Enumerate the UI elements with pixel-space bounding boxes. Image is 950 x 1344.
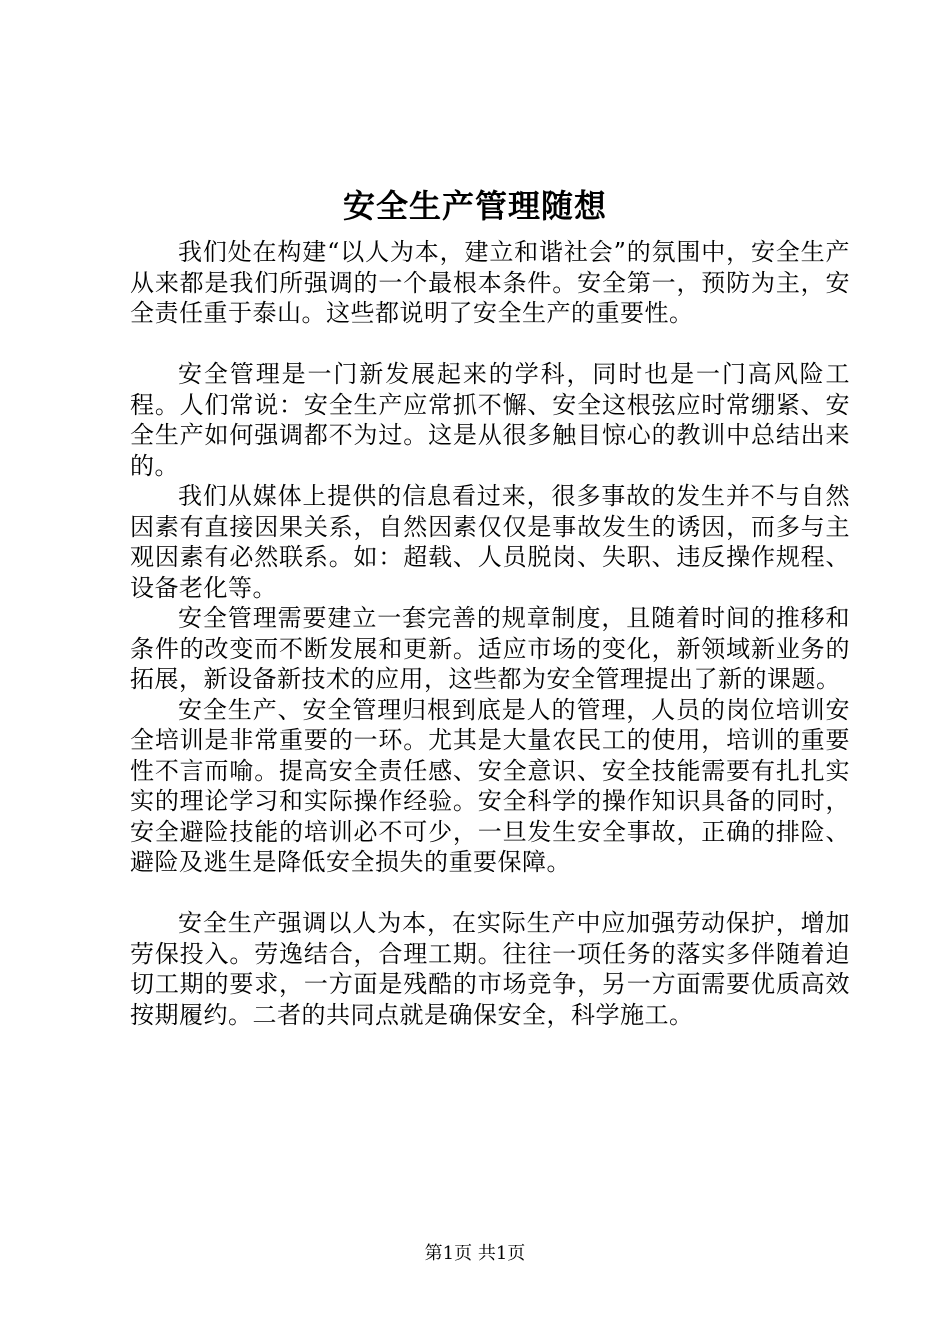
document-title: 安全生产管理随想 — [342, 187, 607, 225]
document-body — [130, 237, 850, 1030]
paragraph-2: 安全管理是一门新发展起来的学科，同时也是一门高风险工程。人们常说：安全生产应常抓不懈、安全这根弦应时常绷紧、安全生产如何强调都不为过。这是从很多触目惊心的教训中总结出来的。 — [130, 360, 850, 480]
page-number-footer: 第1页 共1页 — [424, 1243, 526, 1264]
paragraph-6: 安全生产强调以人为本，在实际生产中应加强劳动保护，增加劳保投入。劳逸结合，合理工期。往往一项任务的落实多伴随着迫切工期的要求，一方面是残酷的市场竞争，另一方面需要优质高效按期履约。二者的共同点就是确保安全，科学施工。 — [130, 909, 850, 1029]
paragraph-4: 安全管理需要建立一套完善的规章制度，且随着时间的推移和条件的改变而不断发展和更新。适应市场的变化，新领域新业务的拓展，新设备新技术的应用，这些都为安全管理提出了新的课题。 — [130, 604, 850, 693]
paragraph-3: 我们从媒体上提供的信息看过来，很多事故的发生并不与自然因素有直接因果关系，自然因素仅仅是事故发生的诱因，而多与主观因素有必然联系。如：超载、人员脱岗、失职、违反操作规程、设备老化等。 — [130, 482, 850, 602]
paragraph-5: 安全生产、安全管理归根到底是人的管理，人员的岗位培训安全培训是非常重要的一环。尤其是大量农民工的使用，培训的重要性不言而喻。提高安全责任感、安全意识、安全技能需要有扎扎实实的理论学习和实际操作经验。安全科学的操作知识具备的同时，安全避险技能的培训必不可少，一旦发生安全事故，正确的排险、避险及逃生是降低安全损失的重要保障。 — [130, 695, 850, 876]
paragraph-1: 我们处在构建“以人为本，建立和谐社会”的氛围中，安全生产从来都是我们所强调的一个最根本条件。安全第一，预防为主，安全责任重于泰山。这些都说明了安全生产的重要性。 — [130, 238, 850, 327]
